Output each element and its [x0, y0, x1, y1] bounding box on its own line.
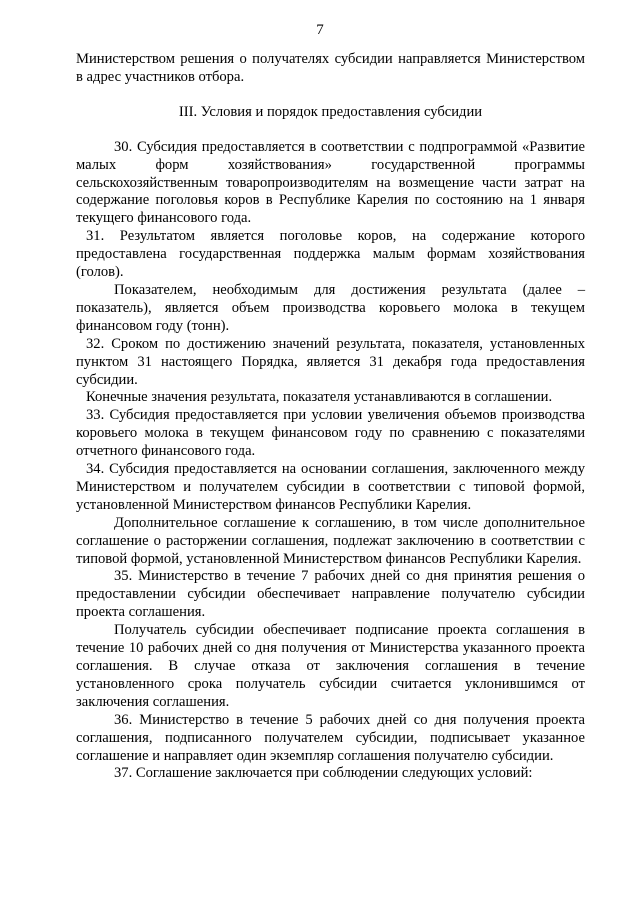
paragraph-32: 32. Сроком по достижению значений результата, показателя, установленных пунктом 31 настоящего Порядка, является 31 декабря года предоставления субсидии.	[76, 335, 585, 388]
section-heading: III. Условия и порядок предоставления субсидии	[178, 103, 483, 120]
page-number: 7	[316, 22, 324, 38]
document-body	[76, 51, 585, 783]
paragraph-indicator: Показателем, необходимым для достижения результата (далее – показатель), является объем производства коровьего молока в текущем финансовом году (тонн).	[76, 281, 585, 334]
paragraph-additional-agreement: Дополнительное соглашение к соглашению, в том числе дополнительное соглашение о расторжении соглашения, подлежат заключению в соответствии с типовой формой, установленной Министерством финансов Республики Карелия.	[76, 514, 585, 567]
paragraph-final-values: Конечные значения результата, показателя устанавливаются в соглашении.	[86, 389, 553, 406]
paragraph-36: 36. Министерство в течение 5 рабочих дней со дня получения проекта соглашения, подписанного получателем субсидии, подписывает указанное соглашение и направляет один экземпляр соглашения получателю субсидии.	[76, 711, 585, 764]
paragraph-35: 35. Министерство в течение 7 рабочих дней со дня принятия решения о предоставлении субсидии обеспечивает направление получателю субсидии проекта соглашения.	[76, 568, 585, 621]
paragraph-continuation: Министерством решения о получателях субсидии направляется Министерством в адрес участников отбора.	[76, 51, 585, 85]
paragraph-37: 37. Соглашение заключается при соблюдении следующих условий:	[114, 765, 533, 782]
paragraph-33: 33. Субсидия предоставляется при условии увеличения объемов производства коровьего молока в текущем финансовом году по сравнению с показателями отчетного финансового года.	[76, 407, 585, 460]
paragraph-31: 31. Результатом является поголовье коров, на содержание которого предоставлена государственная поддержка малым формам хозяйствования (голов).	[76, 228, 585, 281]
paragraph-30: 30. Субсидия предоставляется в соответствии с подпрограммой «Развитие малых форм хозяйствования» государственной программы сельскохозяйственным товаропроизводителям на возмещение части затрат на содержание поголовья коров в Республике Карелия по состоянию на 1 января текущего финансового года.	[76, 138, 585, 227]
paragraph-signing: Получатель субсидии обеспечивает подписание проекта соглашения в течение 10 рабочих дней со дня получения от Министерства указанного проекта соглашения. В случае отказа от заключения соглашения в течение установленного срока получатель субсидии считается уклонившимся от заключения соглашения.	[76, 622, 585, 710]
paragraph-34: 34. Субсидия предоставляется на основании соглашения, заключенного между Министерством и получателем субсидии в соответствии с типовой формой, установленной Министерством финансов Республики Карелия.	[76, 461, 585, 513]
